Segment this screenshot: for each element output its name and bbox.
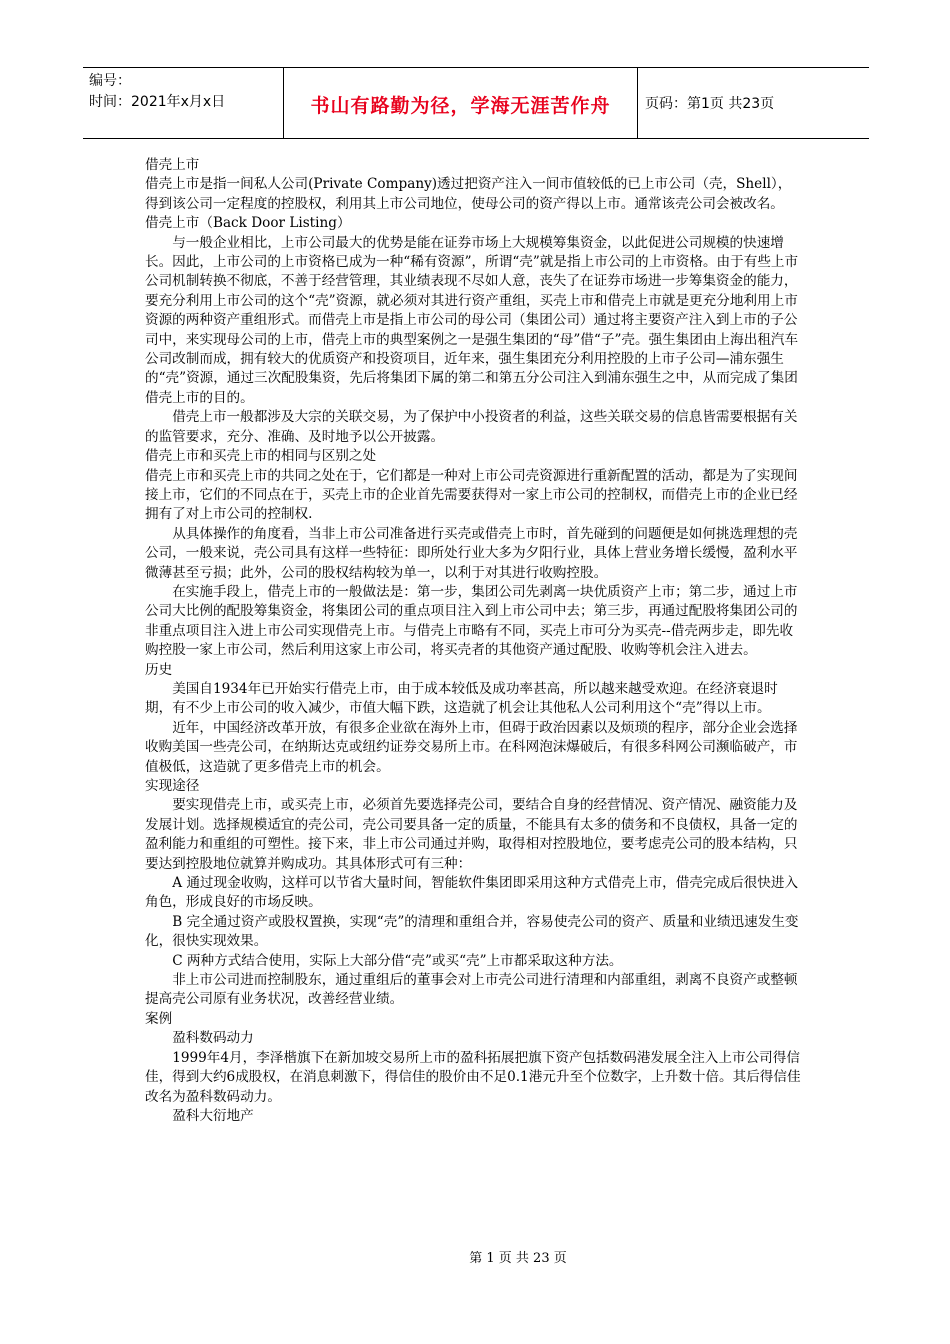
header-page-info: 页码：第1页 共23页 xyxy=(645,96,775,112)
section-heading: 实现途径 xyxy=(145,778,200,794)
paragraph: 从具体操作的角度看，当非上市公司准备进行买壳或借壳上市时，首先碰到的问题便是如何挑选理想的壳公司，一般来说，壳公司具有这样一些特征：即所处行业大多为夕阳行业，具体上营业务增长缓慢，盈利水平微薄甚至亏损；此外，公司的股权结构较为单一，以利于对其进行收购控股。 xyxy=(145,525,798,581)
case-title: 盈科大衍地产 xyxy=(172,1107,254,1124)
paragraph: 非上市公司进而控制股东，通过重组后的董事会对上市壳公司进行清理和内部重组，剥离不良资产或整顿提高壳公司原有业务状况，改善经营业绩。 xyxy=(145,972,798,1008)
paragraph: 借壳上市一般都涉及大宗的关联交易，为了保护中小投资者的利益，这些关联交易的信息皆需要根据有关的监管要求，充分、准确、及时地予以公开披露。 xyxy=(145,409,798,445)
document-time-label: 时间：2021年x月x日 xyxy=(89,94,226,110)
list-item: A 通过现金收购，这样可以节省大量时间，智能软件集团即采用这种方式借壳上市，借壳完成后很快进入角色，形成良好的市场反映。 xyxy=(145,875,799,911)
section-heading: 借壳上市和买壳上市的相同与区别之处 xyxy=(145,448,377,465)
list-item: C 两种方式结合使用，实际上大部分借“壳”或买“壳”上市都采取这种方法。 xyxy=(172,952,623,969)
paragraph: 要实现借壳上市，或买壳上市，必须首先要选择壳公司，要结合自身的经营情况、资产情况、融资能力及发展计划。选择规模适宜的壳公司，壳公司要具备一定的质量，不能具有太多的债务和不良债权，具备一定的盈利能力和重组的可塑性。接下来，非上市公司通过并购，取得相对控股地位，要考虑壳公司的股本结构，只要达到控股地位就算并购成功。其具体形式可有三种： xyxy=(145,797,798,872)
paragraph: 近年，中国经济改革开放，有很多企业欲在海外上市，但碍于政治因素以及烦琐的程序，部分企业会选择收购美国一些壳公司，在纳斯达克或纽约证券交易所上市。在科网泡沫爆破后，有很多科网公司濒临破产，市值极低，这造就了更多借壳上市的机会。 xyxy=(145,719,798,775)
paragraph: 在实施手段上，借壳上市的一般做法是：第一步，集团公司先剥离一块优质资产上市；第二步，通过上市公司大比例的配股筹集资金，将集团公司的重点项目注入到上市公司中去；第三步，再通过配股将集团公司的非重点项目注入进上市公司实现借壳上市。与借壳上市略有不同，买壳上市可分为买壳--借壳两步走，即先收购控股一家上市公司，然后利用这家上市公司，将买壳者的其他资产通过配股、收购等机会注入进去。 xyxy=(145,583,798,659)
page-footer xyxy=(0,1247,950,1266)
section-heading: 借壳上市 xyxy=(145,157,200,173)
case-title: 盈科数码动力 xyxy=(172,1030,254,1047)
page-header xyxy=(83,67,869,139)
paragraph: 借壳上市和买壳上市的共同之处在于，它们都是一种对上市公司壳资源进行重新配置的活动，都是为了实现间接上市，它们的不同点在于，买壳上市的企业首先需要获得对一家上市公司的控制权，而借壳上市的企业已经拥有了对上市公司的控制权. xyxy=(145,467,798,523)
paragraph: 借壳上市是指一间私人公司(Private Company)透过把资产注入一间市值较低的已上市公司（壳，Shell），得到该公司一定程度的控股权，利用其上市公司地位，使母公司的资产得以上市。通常该壳公司会被改名。 xyxy=(145,176,792,212)
header-motto-cell xyxy=(283,68,638,138)
paragraph: 与一般企业相比，上市公司最大的优势是能在证券市场上大规模筹集资金，以此促进公司规模的快速增长。因此，上市公司的上市资格已成为一种“稀有资源”，所谓“壳”就是指上市公司的上市资格。由于有些上市公司机制转换不彻底，不善于经营管理，其业绩表现不尽如人意，丧失了在证券市场进一步筹集资金的能力，要充分利用上市公司的这个“壳”资源，就必须对其进行资产重组，买壳上市和借壳上市就是更充分地利用上市资源的两种资产重组形式。而借壳上市是指上市公司的母公司（集团公司）通过将主要资产注入到上市的子公司中，来实现母公司的上市，借壳上市的典型案例之一是强生集团的“母”借“子”壳。强生集团由上海出租汽车公司改制而成，拥有较大的优质资产和投资项目，近年来，强生集团充分利用控股的上市子公司—浦东强生的“壳”资源，通过三次配股集资，先后将集团下属的第二和第五分公司注入到浦东强生之中，从而完成了集团借壳上市的目的。 xyxy=(145,234,799,406)
document-number-label: 编号： xyxy=(89,73,131,89)
section-heading: 历史 xyxy=(145,661,173,678)
list-item: B 完全通过资产或股权置换，实现“壳”的清理和重组合并，容易使壳公司的资产、质量和业绩迅速发生变化，很快实现效果。 xyxy=(145,913,799,950)
header-meta xyxy=(83,68,283,138)
paragraph: 1999年4月，李泽楷旗下在新加坡交易所上市的盈科拓展把旗下资产包括数码港发展全注入上市公司得信佳，得到大约6成股权，在消息刺激下，得信佳的股价由不足0.1港元升至个位数字，上升数十倍。其后得信佳改名为盈科数码动力。 xyxy=(145,1049,801,1105)
document-body xyxy=(145,156,801,1126)
footer-page-number: 第 1 页 共 23 页 xyxy=(469,1251,567,1266)
section-heading: 案例 xyxy=(145,1010,173,1027)
paragraph: 美国自1934年已开始实行借壳上市，由于成本较低及成功率甚高，所以越来越受欢迎。在经济衰退时期，有不少上市公司的收入减少，市值大幅下跌，这造就了机会让其他私人公司利用这个“壳”得以上市。 xyxy=(145,680,778,717)
header-motto: 书山有路勤为径，学海无涯苦作舟 xyxy=(310,94,611,117)
section-heading: 借壳上市（Back Door Listing） xyxy=(145,215,351,232)
